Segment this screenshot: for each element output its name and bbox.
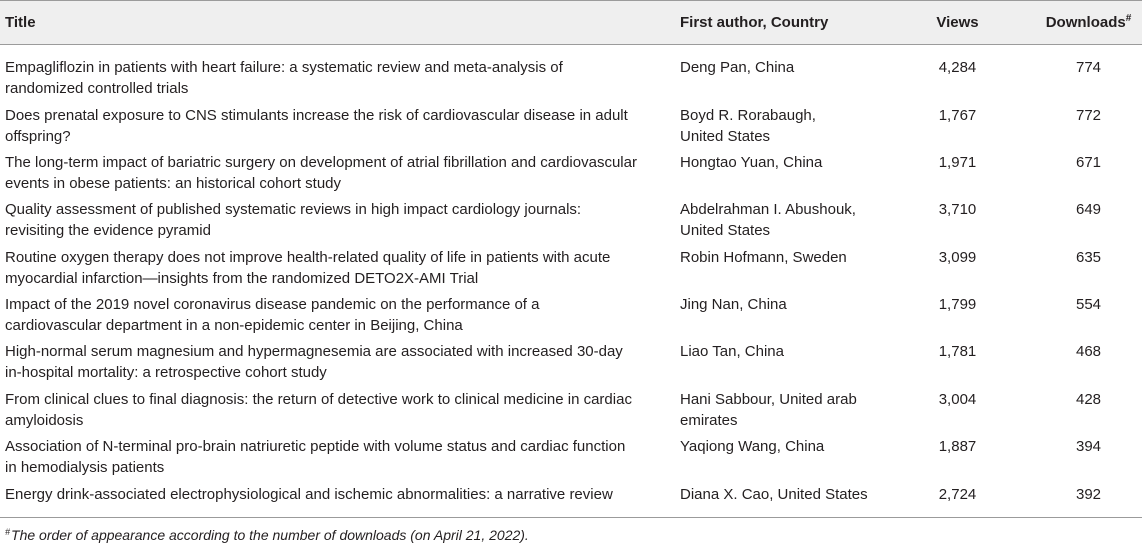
title-cell [0, 481, 675, 518]
title-line: randomized controlled trials [5, 80, 189, 98]
title-cell [0, 149, 675, 196]
title-cell [0, 197, 675, 244]
author-line: emirates [680, 411, 738, 429]
downloads-cell: 774 [1075, 59, 1102, 77]
views-cell: 3,099 [938, 248, 977, 266]
footnote-marker: # [5, 527, 11, 538]
table-row [0, 244, 1142, 291]
title-line: in-hospital mortality: a retrospective cohort study [5, 364, 327, 382]
header-downloads-label: Downloads [1045, 14, 1126, 31]
title-line: Empagliflozin in patients with heart failure: a systematic review and meta-analysis of [5, 59, 563, 77]
author-cell [675, 291, 880, 338]
title-line: Quality assessment of published systematic reviews in high impact cardiology journals: [5, 201, 582, 219]
title-line: myocardial infarction—insights from the randomized DETO2X-AMI Trial [5, 269, 479, 287]
author-line: Deng Pan, China [680, 59, 795, 77]
header-author-label: First author, Country [680, 14, 829, 31]
table-row [0, 291, 1142, 338]
header-title-label: Title [5, 14, 36, 31]
title-line: amyloidosis [5, 411, 84, 429]
title-line: The long-term impact of bariatric surgery on development of atrial fibrillation and cardiovascular [5, 153, 637, 171]
author-line: Boyd R. Rorabaugh, [680, 106, 816, 124]
author-cell [675, 102, 880, 149]
title-line: Does prenatal exposure to CNS stimulants increase the risk of cardiovascular disease in adult [5, 106, 628, 124]
title-cell [0, 339, 675, 386]
author-line: Liao Tan, China [680, 343, 784, 361]
title-line: in hemodialysis patients [5, 459, 165, 477]
downloads-cell: 428 [1075, 390, 1102, 408]
downloads-cell: 772 [1075, 106, 1102, 124]
table-row [0, 339, 1142, 386]
title-cell [0, 434, 675, 481]
header-views [880, 1, 1035, 45]
table-row [0, 197, 1142, 244]
author-cell [675, 45, 880, 102]
title-line: High-normal serum magnesium and hypermagnesemia are associated with increased 30-day [5, 343, 623, 361]
downloads-cell: 394 [1075, 438, 1102, 456]
title-line: Energy drink-associated electrophysiological and ischemic abnormalities: a narrative review [5, 485, 613, 503]
header-author [675, 1, 880, 45]
header-title [0, 1, 675, 45]
header-row [0, 1, 1142, 45]
table-row [0, 386, 1142, 433]
table-row [0, 434, 1142, 481]
table-row [0, 481, 1142, 518]
downloads-cell: 671 [1075, 153, 1102, 171]
title-line: offspring? [5, 127, 71, 145]
author-cell [675, 149, 880, 196]
downloads-cell: 635 [1075, 248, 1102, 266]
author-line: United States [680, 222, 771, 240]
author-cell [675, 386, 880, 433]
author-cell [675, 244, 880, 291]
views-cell: 1,887 [938, 438, 977, 456]
header-downloads [1035, 1, 1142, 45]
title-cell [0, 102, 675, 149]
downloads-cell: 392 [1035, 481, 1142, 518]
views-cell: 2,724 [880, 481, 1035, 518]
author-line: Hani Sabbour, United arab [680, 390, 857, 408]
table-footnote [0, 526, 1142, 545]
downloads-cell: 649 [1075, 201, 1102, 219]
views-cell: 3,004 [938, 390, 977, 408]
title-line: Routine oxygen therapy does not improve health-related quality of life in patients with acute [5, 248, 611, 266]
title-line: cardiovascular department in a non-epidemic center in Beijing, China [5, 317, 463, 335]
views-cell: 3,710 [938, 201, 977, 219]
title-cell [0, 45, 675, 102]
author-cell [675, 434, 880, 481]
downloads-cell: 554 [1075, 296, 1102, 314]
downloads-cell: 468 [1075, 343, 1102, 361]
title-line: Association of N-terminal pro-brain natriuretic peptide with volume status and cardiac function [5, 438, 626, 456]
author-cell [675, 481, 880, 518]
title-line: events in obese patients: an historical cohort study [5, 174, 342, 192]
views-cell: 4,284 [938, 59, 977, 77]
views-cell: 1,799 [938, 296, 977, 314]
title-line: revisiting the evidence pyramid [5, 222, 211, 240]
author-cell [675, 197, 880, 244]
table-row [0, 45, 1142, 102]
author-line: United States [680, 127, 771, 145]
author-line: Yaqiong Wang, China [680, 438, 825, 456]
author-cell [675, 339, 880, 386]
table-header [0, 1, 1142, 45]
title-cell [0, 244, 675, 291]
views-cell: 1,781 [938, 343, 977, 361]
table-row [0, 149, 1142, 196]
title-cell [0, 386, 675, 433]
author-line: Hongtao Yuan, China [680, 153, 823, 171]
views-cell: 1,971 [938, 153, 977, 171]
title-line: From clinical clues to final diagnosis: the return of detective work to clinical medicine in cardiac [5, 390, 632, 408]
table-body [0, 45, 1142, 518]
author-line: Diana X. Cao, United States [680, 485, 868, 503]
title-line: Impact of the 2019 novel coronavirus disease pandemic on the performance of a [5, 296, 540, 314]
author-line: Abdelrahman I. Abushouk, [680, 201, 856, 219]
title-cell [0, 291, 675, 338]
views-cell: 1,767 [938, 106, 977, 124]
author-line: Jing Nan, China [680, 296, 787, 314]
footnote-text: The order of appearance according to the number of downloads (on April 21, 2022). [11, 527, 529, 544]
footnote-marker: # [1125, 13, 1132, 24]
header-views-label: Views [936, 14, 979, 31]
author-line: Robin Hofmann, Sweden [680, 248, 847, 266]
table-row [0, 102, 1142, 149]
